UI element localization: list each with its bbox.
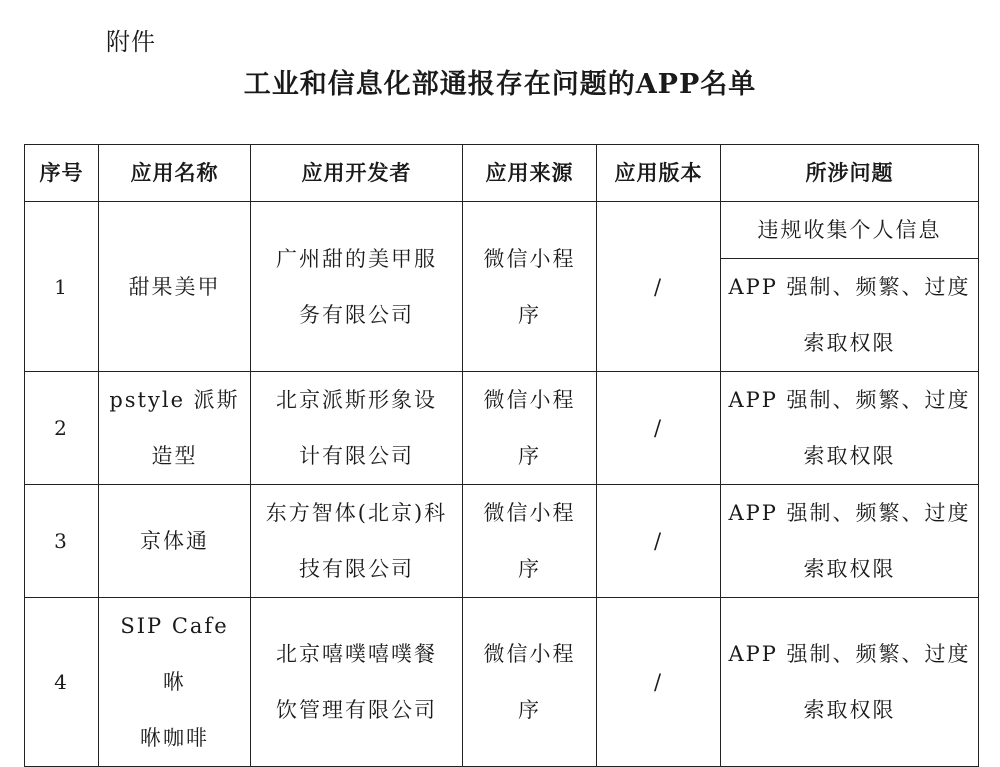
cell-version: /	[597, 202, 721, 372]
cell-text-line: APP 强制、频繁、过度	[728, 275, 971, 299]
cell-text-line: 务有限公司	[299, 302, 414, 327]
cell-text-line: 咻咖啡	[140, 726, 209, 750]
cell-app-name	[99, 598, 251, 767]
cell-text-line: 计有限公司	[299, 444, 414, 468]
cell-text-line: 北京嘻噗嘻噗餐	[276, 642, 437, 666]
cell-text-line: 微信小程	[483, 246, 576, 271]
cell-text-line: 广州甜的美甲服	[276, 246, 437, 271]
cell-developer	[251, 485, 463, 598]
cell-text-line: 北京派斯形象设	[276, 388, 437, 412]
cell-source	[463, 202, 597, 372]
table-header-row	[25, 145, 979, 202]
document-title: 工业和信息化部通报存在问题的APP名单	[243, 69, 757, 100]
cell-index: 3	[25, 485, 99, 598]
cell-index: 2	[25, 372, 99, 485]
cell-issue	[721, 202, 979, 259]
cell-developer	[251, 598, 463, 767]
cell-text-line: 甜果美甲	[128, 274, 221, 299]
cell-issue	[721, 485, 979, 598]
cell-source	[463, 372, 597, 485]
cell-text-line: 序	[518, 444, 541, 468]
cell-text-line: 技有限公司	[299, 557, 414, 581]
cell-text-line: 索取权限	[803, 557, 896, 581]
cell-index: 4	[25, 598, 99, 767]
cell-text-line: 违规收集个人信息	[757, 218, 942, 242]
cell-text-line: 京体通	[140, 529, 209, 553]
col-header-source: 应用来源	[463, 145, 597, 202]
cell-issue	[721, 372, 979, 485]
table-row	[25, 372, 979, 485]
cell-text-line: APP 强制、频繁、过度	[728, 501, 971, 525]
table-row	[25, 202, 979, 259]
cell-text-line: 索取权限	[803, 331, 896, 355]
cell-text-line: 东方智体(北京)科	[265, 501, 448, 525]
cell-version: /	[597, 372, 721, 485]
col-header-issues: 所涉问题	[721, 145, 979, 202]
cell-text-line: SIP Cafe 咻	[120, 614, 229, 694]
cell-app-name	[99, 485, 251, 598]
attachment-label: 附件	[106, 28, 156, 56]
col-header-version: 应用版本	[597, 145, 721, 202]
app-list-table	[24, 144, 979, 767]
cell-text-line: 微信小程	[483, 642, 576, 666]
cell-version: /	[597, 598, 721, 767]
cell-text-line: pstyle 派斯	[109, 388, 240, 412]
cell-text-line: 微信小程	[483, 388, 576, 412]
cell-developer	[251, 202, 463, 372]
cell-version: /	[597, 485, 721, 598]
cell-text-line: 索取权限	[803, 444, 896, 468]
cell-source	[463, 598, 597, 767]
col-header-app-name: 应用名称	[99, 145, 251, 202]
cell-text-line: 饮管理有限公司	[276, 698, 437, 722]
cell-text-line: 序	[518, 698, 541, 722]
col-header-developer: 应用开发者	[251, 145, 463, 202]
cell-text-line: 微信小程	[483, 501, 576, 525]
cell-issue	[721, 598, 979, 767]
cell-text-line: APP 强制、频繁、过度	[728, 642, 971, 666]
cell-developer	[251, 372, 463, 485]
cell-source	[463, 485, 597, 598]
cell-app-name	[99, 202, 251, 372]
cell-text-line: 索取权限	[803, 698, 896, 722]
cell-index: 1	[25, 202, 99, 372]
cell-text-line: 造型	[151, 444, 198, 468]
cell-text-line: 序	[518, 302, 541, 327]
cell-text-line: 序	[518, 557, 541, 581]
table-row	[25, 598, 979, 767]
cell-issue	[721, 259, 979, 372]
cell-app-name	[99, 372, 251, 485]
col-header-index: 序号	[25, 145, 99, 202]
cell-text-line: APP 强制、频繁、过度	[728, 388, 971, 412]
table-row	[25, 485, 979, 598]
